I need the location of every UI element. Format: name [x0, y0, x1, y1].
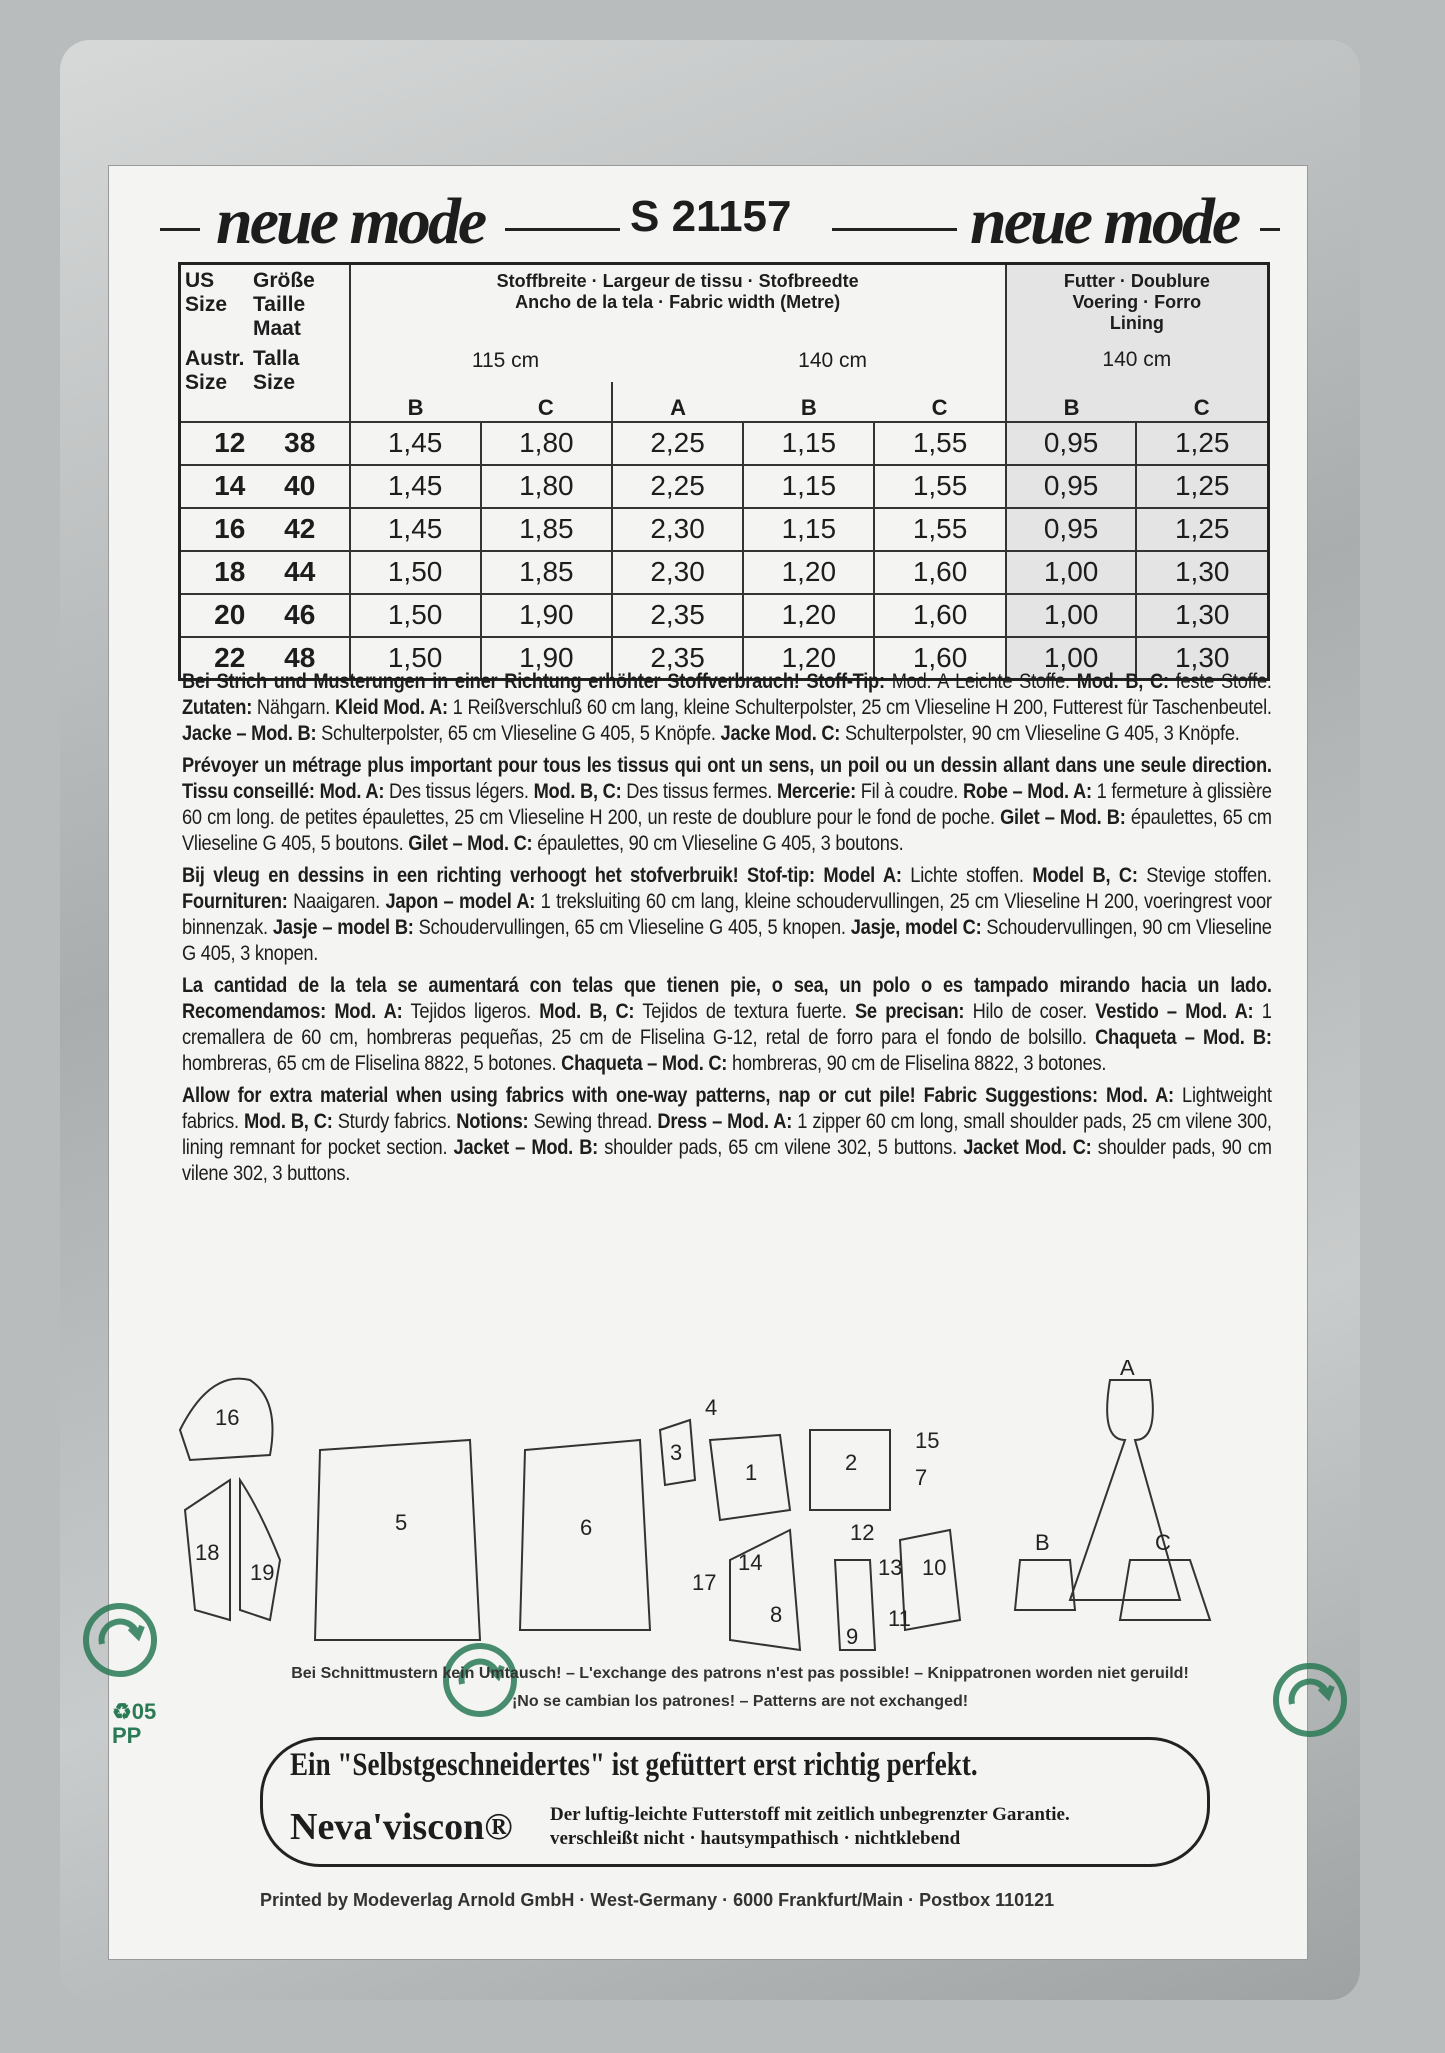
- eu-size: 46: [284, 599, 316, 630]
- bold-label: La cantidad de la tela se aumentará con telas que tienen pie, o sea, un polo o es tampado mirando hacia un lado. Recomendamos: Mod. A:: [182, 973, 1272, 1023]
- yardage-cell: 1,15: [743, 465, 874, 508]
- size-cell: [180, 551, 350, 594]
- yardage-cell: 1,45: [350, 422, 481, 465]
- yardage-cell: 1,25: [1136, 508, 1268, 551]
- bold-label: Jacke Mod. C:: [720, 721, 841, 745]
- view-c-jacket-sketch: [1120, 1560, 1210, 1620]
- divider: [505, 228, 620, 231]
- lining-header: [1006, 264, 1269, 382]
- yardage-cell: 1,00: [1006, 594, 1137, 637]
- instructions: [182, 668, 1272, 1192]
- bold-label: Se precisan:: [854, 999, 965, 1023]
- bold-label: Allow for extra material when using fabrics with one-way patterns, nap or cut pile! Fabric Suggestions: Mod. A:: [182, 1083, 1174, 1107]
- piece-number: 10: [922, 1555, 947, 1580]
- column-header: B: [407, 394, 424, 420]
- bold-label: Robe – Mod. A:: [962, 779, 1092, 803]
- text-segment: 1 zipper 60 cm long, small shoulder pads, 25 cm vilene 300, lining remnant for pocket section.: [182, 1109, 1272, 1159]
- column-header: B: [800, 394, 817, 420]
- exchange-notice-2: ¡No se cambian los patrones! – Patterns are not exchanged!: [511, 1693, 969, 1710]
- us-size: 16: [214, 513, 246, 544]
- ad-tagline: [550, 1803, 1070, 1851]
- text-segment: Sewing thread.: [528, 1109, 658, 1133]
- yardage-cell: 1,60: [874, 637, 1005, 680]
- bold-label: Mod. B, C:: [244, 1109, 333, 1133]
- pattern-pieces-diagram: [170, 1360, 1280, 1660]
- yardage-cell: 1,30: [1136, 637, 1268, 680]
- piece-number: 13: [878, 1555, 903, 1580]
- fabric-header-2: Ancho de la tela · Fabric width (Metre): [515, 292, 841, 312]
- talla-size-label: Talla Size: [253, 347, 300, 394]
- pattern-code: S 21157: [630, 192, 792, 241]
- yardage-cell: 1,55: [874, 465, 1005, 508]
- green-dot-icon: [80, 1600, 160, 1680]
- bold-label: Prévoyer un métrage plus important pour tous les tissus qui ont un sens, un poil ou un dessin allant dans une seule direction. Tissu conseillé: Mod. A:: [182, 753, 1272, 803]
- yardage-cell: 2,35: [612, 594, 743, 637]
- ad-line-1: Der luftig-leichte Futterstoff mit zeitlich unbegrenzter Garantie.: [550, 1804, 1070, 1825]
- yardage-cell: 1,80: [481, 465, 612, 508]
- column-header: C: [931, 394, 948, 420]
- yardage-cell: 2,25: [612, 465, 743, 508]
- bold-label: Jacke – Mod. B:: [182, 721, 317, 745]
- bold-label: Jasje, model C:: [850, 915, 982, 939]
- us-size: 22: [214, 641, 246, 673]
- bold-label: Vestido – Mod. A:: [1095, 999, 1254, 1023]
- table-row: [180, 551, 1269, 594]
- yardage-cell: 1,60: [874, 551, 1005, 594]
- yardage-cell: 1,50: [350, 594, 481, 637]
- piece-number: 6: [580, 1515, 593, 1540]
- piece-number: 5: [395, 1510, 408, 1535]
- text-segment: Tejidos de textura fuerte.: [634, 999, 855, 1023]
- eu-size: 44: [284, 556, 316, 587]
- piece-number: 4: [705, 1395, 718, 1420]
- exchange-notice: Bei Schnittmustern kein Umtausch! – L'exchange des patrons n'est pas possible! – Knippatronen worden niet geruild!: [291, 1665, 1189, 1682]
- view-label: C: [1155, 1530, 1171, 1555]
- text-segment: Stevige stoffen.: [1137, 863, 1272, 887]
- ad-headline: Ein "Selbstgeschneidertes" ist gefüttert erst richtig perfekt.: [290, 1747, 978, 1783]
- yardage-cell: 1,30: [1136, 551, 1268, 594]
- text-segment: Lightweight fabrics.: [182, 1083, 1272, 1133]
- header: [160, 185, 1280, 260]
- bold-label: Bij vleug en dessins in een richting verhoogt het stofverbruik! Stof-tip: Model A:: [182, 863, 902, 887]
- eu-size-label: Größe Taille Maat: [253, 269, 315, 340]
- text-segment: Mod. A Leichte Stoffe.: [884, 669, 1077, 693]
- text-segment: 1 treksluiting 60 cm lang, kleine schoudervullingen, 25 cm Vlieseline H 200, voeringrest voor binnenzak.: [182, 889, 1272, 939]
- yardage-cell: 1,20: [743, 637, 874, 680]
- text-segment: hombreras, 90 cm de Fliselina 8822, 3 botones.: [727, 1051, 1107, 1075]
- bold-label: Jacket Mod. C:: [963, 1135, 1092, 1159]
- piece-number: 1: [745, 1460, 758, 1485]
- yardage-cell: 1,55: [874, 508, 1005, 551]
- bold-label: Mod. B, C:: [539, 999, 635, 1023]
- yardage-cell: 0,95: [1006, 465, 1137, 508]
- piece-number: 2: [845, 1450, 858, 1475]
- yardage-cell: 1,50: [350, 551, 481, 594]
- yardage-cell: 1,85: [481, 508, 612, 551]
- lining-width: 140 cm: [1102, 348, 1172, 371]
- view-a-dress-sketch: [1070, 1380, 1180, 1600]
- bold-label: Gilet – Mod. C:: [408, 831, 533, 855]
- yardage-cell: 1,55: [874, 422, 1005, 465]
- yardage-cell: 2,30: [612, 551, 743, 594]
- instructions-paragraph: [182, 1082, 1272, 1186]
- instructions-paragraph: [182, 972, 1272, 1076]
- piece-number: 3: [670, 1440, 683, 1465]
- lining-label: Futter · Doublure Voering · Forro Lining: [1063, 271, 1210, 333]
- text-segment: 1 fermeture à glissière 60 cm long. de petites épaulettes, 25 cm Vlieseline H 200, un reste de doublure pour le fond de poche.: [182, 779, 1272, 829]
- us-size: 18: [214, 556, 246, 587]
- text-segment: Nähgarn.: [252, 695, 335, 719]
- text-segment: Des tissus légers.: [384, 779, 534, 803]
- footer: [150, 1665, 1290, 1925]
- fabric-width-header: [350, 264, 1006, 382]
- bold-label: Fournituren:: [182, 889, 288, 913]
- text-segment: feste Stoffe.: [1168, 669, 1272, 693]
- bold-label: Mercerie:: [776, 779, 856, 803]
- eu-size: 42: [284, 513, 316, 544]
- yardage-cell: 1,45: [350, 508, 481, 551]
- yardage-cell: 1,80: [481, 422, 612, 465]
- us-size: 14: [214, 470, 246, 501]
- text-segment: Fil à coudre.: [855, 779, 963, 803]
- bold-label: Mod. B, C:: [1076, 669, 1169, 693]
- bold-label: Mod. B, C:: [533, 779, 622, 803]
- bold-label: Notions:: [456, 1109, 529, 1133]
- yardage-cell: 0,95: [1006, 508, 1137, 551]
- divider: [1260, 228, 1280, 231]
- text-segment: shoulder pads, 65 cm vilene 302, 5 buttons.: [597, 1135, 964, 1159]
- bold-label: Jacket – Mod. B:: [453, 1135, 598, 1159]
- yardage-cell: 1,25: [1136, 422, 1268, 465]
- yardage-cell: 1,00: [1006, 637, 1137, 680]
- us-size: 20: [214, 599, 246, 630]
- piece-number: 16: [215, 1405, 240, 1430]
- yardage-cell: 1,60: [874, 594, 1005, 637]
- text-segment: épaulettes, 90 cm Vlieseline G 405, 3 boutons.: [532, 831, 904, 855]
- bold-label: Jasje – model B:: [272, 915, 414, 939]
- us-size: 12: [214, 427, 246, 458]
- printer-info: Printed by Modeverlag Arnold GmbH · West-Germany · 6000 Frankfurt/Main · Postbox 110121: [260, 1890, 1055, 1910]
- recycle-code: 05: [131, 1699, 157, 1724]
- brand-right: neue mode: [970, 185, 1239, 258]
- yardage-cell: 2,25: [612, 422, 743, 465]
- yardage-cell: 0,95: [1006, 422, 1137, 465]
- eu-size: 48: [284, 641, 316, 673]
- table-row: [180, 422, 1269, 465]
- bold-label: Bei Strich und Musterungen in einer Richtung erhöhter Stoffverbrauch! Stoff-Tip:: [182, 669, 885, 693]
- bold-label: Kleid Mod. A:: [334, 695, 448, 719]
- piece-5-shape: [315, 1440, 480, 1640]
- yardage-cell: 1,20: [743, 594, 874, 637]
- piece-number: 18: [195, 1540, 220, 1565]
- piece-8-shape: [730, 1530, 800, 1650]
- yardage-cell: 1,15: [743, 422, 874, 465]
- bold-label: Model B, C:: [1032, 863, 1138, 887]
- text-segment: Lichte stoffen.: [901, 863, 1033, 887]
- yardage-cell: 1,45: [350, 465, 481, 508]
- instructions-paragraph: [182, 862, 1272, 966]
- width-140: 140 cm: [798, 349, 868, 372]
- instructions-paragraph: [182, 752, 1272, 856]
- bold-label: Chaqueta – Mod. B:: [1095, 1025, 1272, 1049]
- width-115: 115 cm: [471, 349, 540, 372]
- bold-label: Chaqueta – Mod. C:: [561, 1051, 728, 1075]
- text-segment: Schoudervullingen, 65 cm Vlieseline G 405, 5 knopen.: [413, 915, 851, 939]
- piece-number: 14: [738, 1550, 763, 1575]
- text-segment: Schulterpolster, 65 cm Vlieseline G 405, 5 Knöpfe.: [316, 721, 721, 745]
- ad-line-2: verschleißt nicht · hautsympathisch · nichtklebend: [550, 1828, 961, 1849]
- instructions-paragraph: [182, 668, 1272, 746]
- us-size-label: US Size: [185, 269, 228, 316]
- ad-brand-logo: Neva'viscon®: [290, 1806, 513, 1848]
- text-segment: 1 Reißverschluß 60 cm lang, kleine Schulterpolster, 25 cm Vlieseline H 200, Futterest für Taschenbeutel.: [447, 695, 1272, 719]
- bold-label: Zutaten:: [182, 695, 253, 719]
- table-row: [180, 594, 1269, 637]
- eu-size: 38: [284, 427, 316, 458]
- piece-number: 9: [846, 1624, 859, 1649]
- yardage-cell: 1,00: [1006, 551, 1137, 594]
- column-header: B: [1006, 382, 1137, 422]
- bold-label: Japon – model A:: [385, 889, 536, 913]
- yardage-cell: 1,15: [743, 508, 874, 551]
- divider: [832, 228, 957, 231]
- text-segment: 1 cremallera de 60 cm, hombreras pequeñas, 25 cm de Fliselina G-12, retal de forro para el fondo de bolsillo.: [182, 999, 1272, 1049]
- piece-number: 19: [250, 1560, 275, 1585]
- fabric-requirements-table: [178, 262, 1270, 681]
- piece-number: 15: [915, 1428, 940, 1453]
- text-segment: Hilo de coser.: [964, 999, 1096, 1023]
- fabric-header: Stoffbreite · Largeur de tissu · Stofbreedte: [496, 271, 859, 291]
- recycle-material: PP: [112, 1723, 142, 1748]
- yardage-cell: 2,30: [612, 508, 743, 551]
- text-segment: Naaigaren.: [287, 889, 386, 913]
- austr-size-label: Austr. Size: [185, 347, 245, 394]
- text-segment: épaulettes, 65 cm Vlieseline G 405, 5 boutons.: [182, 805, 1272, 855]
- piece-number: 12: [850, 1520, 875, 1545]
- bold-label: Gilet – Mod. B:: [1000, 805, 1126, 829]
- recycle-icon: ♻05 PP: [112, 1699, 157, 1748]
- size-cell: [180, 508, 350, 551]
- size-cell: [180, 465, 350, 508]
- table-row: [180, 508, 1269, 551]
- text-segment: Schulterpolster, 90 cm Vlieseline G 405, 3 Knöpfe.: [840, 721, 1240, 745]
- eu-size: 40: [284, 470, 316, 501]
- piece-number: 8: [770, 1602, 783, 1627]
- text-segment: Tejidos ligeros.: [402, 999, 540, 1023]
- yardage-cell: 1,20: [743, 551, 874, 594]
- piece-number: 7: [915, 1465, 928, 1490]
- piece-19-shape: [240, 1480, 280, 1620]
- yardage-cell: 2,35: [612, 637, 743, 680]
- text-segment: Des tissus fermes.: [621, 779, 777, 803]
- size-cell: [180, 594, 350, 637]
- text-segment: hombreras, 65 cm de Fliselina 8822, 5 botones.: [182, 1051, 562, 1075]
- brand-left: neue mode: [216, 185, 485, 258]
- text-segment: Schoudervullingen, 90 cm Vlieseline G 405, 3 knopen.: [182, 915, 1272, 965]
- yardage-cell: 1,90: [481, 637, 612, 680]
- view-label: B: [1035, 1530, 1050, 1555]
- yardage-cell: 1,25: [1136, 465, 1268, 508]
- yardage-cell: 1,50: [350, 637, 481, 680]
- column-header: C: [1136, 382, 1268, 422]
- size-header: [180, 264, 350, 422]
- text-segment: shoulder pads, 90 cm vilene 302, 3 buttons.: [182, 1135, 1272, 1185]
- divider: [160, 228, 200, 231]
- yardage-cell: 1,85: [481, 551, 612, 594]
- view-label: A: [1120, 1360, 1135, 1380]
- bold-label: Dress – Mod. A:: [657, 1109, 793, 1133]
- table-row: [180, 465, 1269, 508]
- text-segment: Sturdy fabrics.: [332, 1109, 457, 1133]
- yardage-cell: 1,30: [1136, 594, 1268, 637]
- piece-number: 11: [888, 1606, 911, 1631]
- yardage-cell: 1,90: [481, 594, 612, 637]
- size-cell: [180, 422, 350, 465]
- column-header: C: [537, 394, 554, 420]
- piece-number: 17: [692, 1570, 717, 1595]
- view-b-jacket-sketch: [1015, 1560, 1075, 1610]
- column-header: A: [612, 382, 743, 422]
